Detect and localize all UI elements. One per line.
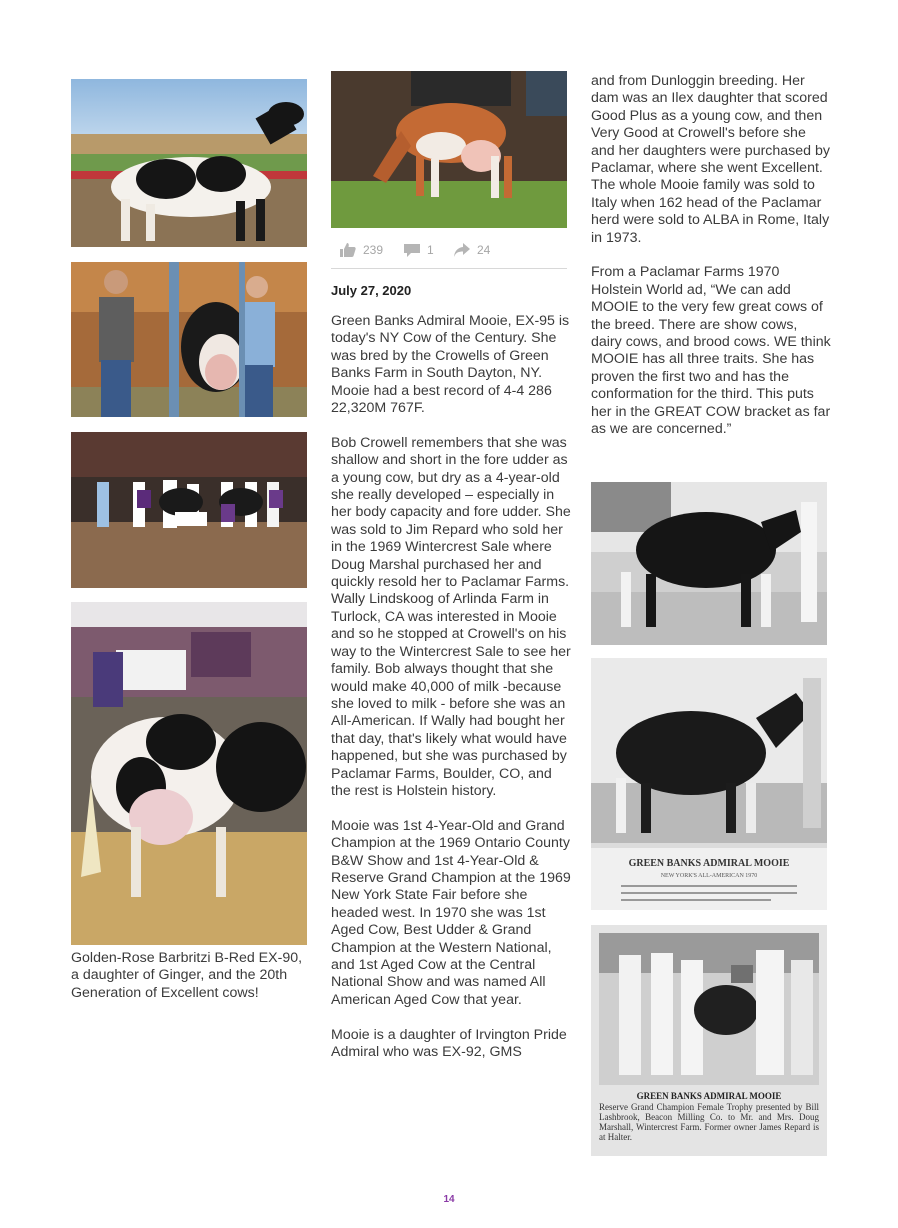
paragraph: and from Dunloggin breeding. Her dam was an Ilex daughter that scored Good Plus as a young cow, and then Very Good at Crowell's before she and her daughters were purchased by Paclamar, where she went Excellent. The whole Mooie family was sold to Italy when 162 head of the Paclamar herd were sold to ALBA in Rome, Italy in 1973. [591,73,830,246]
paragraph: Green Banks Admiral Mooie, EX-95 is today's NY Cow of the Century. She was bred by the Crowells of Green Banks Farm in South Dayton, NY. Mooie had a best record of 4-4 286 22,320M 767F. [331,313,570,417]
comment-count: 1 [427,243,434,257]
photo-men-with-cow [71,262,307,417]
paragraph: Mooie is a daughter of Irvington Pride Admiral who was EX-92, GMS [331,1026,567,1061]
photo-caption-title: GREEN BANKS ADMIRAL MOOIE [636,1091,782,1101]
paragraph: Mooie was 1st 4-Year-Old and Grand Champion at the 1969 Ontario County B&W Show and 1st 4-Year-Old & Reserve Grand Champion at the 1969 New York State Fair before she headed west. In 1970 she was 1st Aged Cow, Best Udder & Grand Champion at the Western National, and 1st Aged Cow at the Central National Show and was named All American Aged Cow that year. [331,817,571,1008]
share-count: 24 [477,243,491,257]
photo-caption-body: Reserve Grand Champion Female Trophy presented by Bill Lashbrook, Beacon Milling Co. to Mr. and Mrs. Doug Marshall, Wintercrest Farm. Former owner James Repard is at Halter. [599,1102,819,1142]
photo-show-ring-group [71,432,307,588]
article-date: July 27, 2020 [331,283,412,298]
share-button[interactable] [453,242,490,258]
paragraph: Bob Crowell remembers that she was shallow and short in the fore udder as a young cow, but dry as a 4-year-old she really developed – especially in her body capacity and fore udder. She was sold to Jim Repard who sold her in the 1969 Wintercrest Sale where Doug Marshal purchased her and quickly resold her to Paclamar Farms. Wally Lindskoog of Arlinda Farm in Turlock, CA was interested in Mooie and so he stopped at Crowell's on his way to the Wintercrest Sale to see her family. Bob always thought that she would make 40,000 of milk -because she loved to milk - before she was an All-American. If Wally had bought her that day, that's likely what would have happened, but she was purchased by Paclamar Farms, Boulder, CO, and the rest is Holstein history. [331,434,571,799]
social-bar [331,236,567,269]
photo-caption-title: GREEN BANKS ADMIRAL MOOIE [628,858,790,869]
share-icon [453,242,471,258]
photo-historic-cow-2 [591,658,827,910]
photo-holstein-cow-profile [71,79,307,247]
paragraph: From a Paclamar Farms 1970 Holstein World ad, “We can add MOOIE to the very few great cows of the breed. There are show cows, dairy cows, and brood cows. WE think MOOIE has all three traits. She has proven the first two and has the conformation for the third. This puts her in the GREAT COW bracket as far as we are concerned.” [591,264,831,438]
thumbs-up-icon [339,242,357,258]
photo-caption-subtitle: NEW YORK'S ALL-AMERICAN 1970 [660,873,758,879]
like-button[interactable] [339,242,383,258]
page-number: 14 [443,1194,455,1205]
like-count: 239 [363,243,384,257]
comment-button[interactable] [403,242,434,258]
article-column-2 [331,313,571,1079]
photo-red-white-cow [331,71,567,228]
photo-caption: Golden-Rose Barbritzi B-Red EX-90, a daughter of Ginger, and the 20th Generation of Excellent cows! [71,950,303,1001]
article-column-3 [591,73,831,456]
photo-red-cow-barn [71,602,307,945]
photo-historic-cow-1 [591,482,827,645]
photo-trophy-presentation [591,925,827,1156]
comment-icon [403,242,421,258]
